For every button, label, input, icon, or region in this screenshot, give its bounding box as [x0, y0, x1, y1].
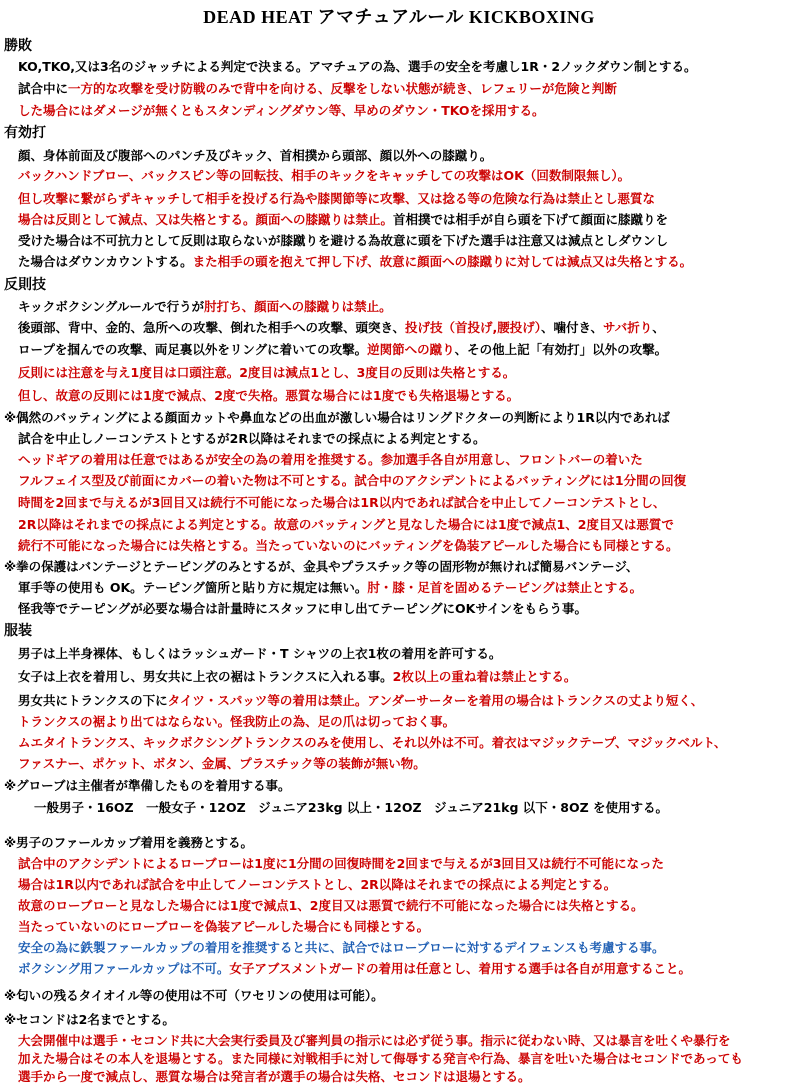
rule-line [18, 939, 665, 957]
rule-text: 試合中に [18, 81, 69, 96]
rule-text: 後頭部、背中、金的、急所への攻撃、倒れた相手への攻撃、頭突き、 [18, 320, 406, 335]
rule-line [18, 451, 643, 469]
rule-line [18, 1050, 743, 1068]
rule-text-emphasis: 肘打ち、顔面への膝蹴りは禁止。 [204, 299, 392, 314]
rule-line [18, 341, 667, 359]
rule-line [18, 1068, 531, 1086]
rule-line [18, 855, 664, 873]
rule-line [18, 232, 668, 250]
rule-text-emphasis: 一方的な攻撃を受け防戦のみで背中を向ける、反撃をしない状態が続き、レフェリーが危険と判断 [68, 81, 617, 96]
rule-line [18, 58, 696, 76]
rule-line [18, 645, 501, 663]
rule-text-emphasis: 選手から一度で減点し、悪質な場合は発言者が選手の場合は失格、セコンドは退場とする。 [18, 1069, 531, 1084]
rule-line [18, 430, 485, 448]
rule-line [4, 409, 670, 427]
rule-text-emphasis: トランクスの裾より出てはならない。怪我防止の為、足の爪は切っておく事。 [18, 714, 456, 729]
rule-line [18, 668, 576, 686]
rule-text-note: 安全の為に鉄製ファールカップの着用を推奨すると共に、試合ではローブローに対するデイフェンスも考慮する事。 [18, 940, 665, 955]
rule-line [18, 319, 665, 337]
rule-text-emphasis: 場合は反則として減点、又は失格とする。顔面への膝蹴りは禁止。 [18, 212, 394, 227]
rule-text-emphasis: 逆関節への蹴り [367, 342, 455, 357]
rule-text-emphasis: ヘッドギアの着用は任意ではあるが安全の為の着用を推奨する。参加選手各自が用意し、フロントバーの着いた [18, 452, 643, 467]
rule-line [18, 713, 455, 731]
rule-line [34, 799, 668, 817]
rule-text-emphasis: 女子アブスメントガードの着用は任意とし、着用する選手は各自が用意すること。 [229, 961, 691, 976]
rule-line [18, 876, 616, 894]
rule-line [4, 834, 253, 852]
rule-text: ※男子のファールカップ着用を義務とする。 [4, 835, 254, 850]
rule-text: 服装 [4, 623, 32, 639]
rule-line [4, 987, 384, 1005]
rule-text-emphasis: ムエタイトランクス、キックボクシングトランクスのみを使用し、それ以外は不可。着衣はマジックテープ、マジックベルト、 [18, 735, 727, 750]
rule-text-emphasis: フルフェイス型及び前面にカバーの着いた物は不可とする。試合中のアクシデントによるバッティングには1分間の回復 [18, 473, 687, 488]
rule-line [18, 147, 492, 165]
rule-text-emphasis: 肘・膝・足首を固めるテーピングは禁止とする。 [367, 580, 643, 595]
rule-line [18, 516, 674, 534]
rule-line [18, 600, 587, 618]
rule-text: 怪我等でテーピングが必要な場合は計量時にスタッフに申し出てテーピングにOKサインをもらう事。 [18, 601, 587, 616]
rule-line [4, 558, 638, 576]
rule-line [18, 537, 679, 555]
rule-text: ロープを掴んでの攻撃、両足裏以外をリングに着いての攻撃。 [18, 342, 368, 357]
rule-text: 反則技 [4, 277, 46, 293]
rule-text-emphasis: 故意のローブローと見なした場合には1度で減点1、2度目又は悪質で続行不可能になった場合には失格とする。 [18, 898, 644, 913]
section-heading [4, 124, 46, 142]
rule-line [18, 190, 655, 208]
rule-line [18, 364, 515, 382]
rule-line [18, 102, 545, 120]
rule-line [18, 298, 392, 316]
rule-text: 一般男子・16OZ 一般女子・12OZ ジュニア23kg 以上・12OZ ジュニア21kg 以下・8OZ を使用する。 [34, 800, 669, 815]
rule-text-emphasis: 投げ技（首投げ,腰投げ） [405, 320, 542, 335]
rule-text-emphasis: 続行不可能になった場合には失格とする。当たっていないのにバッティングを偽装アピールした場合にも同様とする。 [18, 538, 679, 553]
section-heading [4, 37, 32, 55]
section-heading [4, 276, 46, 294]
rule-text-emphasis: 2枚以上の重ね着は禁止とする。 [392, 669, 577, 684]
rule-text-emphasis: 試合中のアクシデントによるローブローは1度に1分間の回復時間を2回まで与えるが3回目又は続行不可能になった [18, 856, 665, 871]
rule-text: 勝敗 [4, 38, 32, 54]
rule-text-emphasis: 但し、故意の反則には1度で減点、2度で失格。悪質な場合には1度でも失格退場とする。 [18, 388, 520, 403]
rule-text-emphasis: また相手の頭を抱えて押し下げ、故意に顔面への膝蹴りに対しては減点又は失格とする。 [192, 254, 693, 269]
rule-text-emphasis: 加えた場合はその本人を退場とする。また同様に対戦相手に対して侮辱する発言や行為、暴言を吐いた場合はセコンドであっても [18, 1051, 743, 1066]
rule-line [4, 1011, 175, 1029]
rule-line [18, 755, 426, 773]
rule-text: ※セコンドは2名までとする。 [4, 1012, 175, 1027]
rule-text: 、 [652, 320, 665, 335]
rule-text-emphasis: ファスナー、ポケット、ボタン、金属、プラスチック等の装飾が無い物。 [18, 756, 426, 771]
rule-text-emphasis: 2R以降はそれまでの採点による判定とする。故意のバッティングと見なした場合には1度で減点1、2度目又は悪質で [18, 517, 674, 532]
rule-text: 試合を中止しノーコンテストとするが2R以降はそれまでの採点による判定とする。 [18, 431, 486, 446]
rule-text: ※拳の保護はバンテージとテーピングのみとするが、金具やプラスチック等の固形物が無ければ簡易バンテージ、 [4, 559, 639, 574]
rule-line [18, 897, 643, 915]
rule-text: ※偶然のバッティングによる顔面カットや鼻血などの出血が激しい場合はリングドクターの判断により1R以内であれば [4, 410, 670, 425]
document-title: DEAD HEAT アマチュアルール KICKBOXING [203, 7, 595, 27]
rule-text-emphasis: 当たっていないのにローブローを偽装アピールした場合にも同様とする。 [18, 919, 430, 934]
rule-line [18, 387, 519, 405]
rule-line [18, 734, 726, 752]
rule-text-emphasis: タイツ・スパッツ等の着用は禁止。アンダーサーターを着用の場合はトランクスの丈より短く、 [167, 693, 704, 708]
rule-text: 首相撲では相手が自ら頭を下げて顔面に膝蹴りを [393, 212, 669, 227]
rule-text: 受けた場合は不可抗力として反則は取らないが膝蹴りを避ける為故意に頭を下げた選手は注意又は減点としダウンし [18, 233, 669, 248]
rule-text: キックボクシングルールで行うが [18, 299, 205, 314]
rule-line [18, 1032, 731, 1050]
rule-text: 女子は上衣を着用し、男女共に上衣の裾はトランクスに入れる事。 [18, 669, 393, 684]
rule-text: 軍手等の使用も OK。テーピング箇所と貼り方に規定は無い。 [18, 580, 368, 595]
rule-text-emphasis: 反則には注意を与え1度目は口頭注意。2度目は減点1とし、3度目の反則は失格とする。 [18, 365, 516, 380]
rule-text-note: ボクシング用ファールカップは不可。 [18, 961, 230, 976]
rule-line [18, 692, 703, 710]
rule-line [18, 472, 686, 490]
rule-text: ※グローブは主催者が準備したものを着用する事。 [4, 778, 291, 793]
rule-line [18, 80, 617, 98]
rule-text-emphasis: 但し攻撃に繋がらずキャッチして相手を投げる行為や膝関節等に攻撃、又は捻る等の危険な行為は禁止とし悪質な [18, 191, 656, 206]
rule-text: た場合はダウンカウントする。 [18, 254, 193, 269]
rule-text: 有効打 [4, 125, 46, 141]
rule-text: 、噛付き、 [541, 320, 604, 335]
rule-text: KO,TKO,又は3名のジャッチによる判定で決まる。アマチュアの為、選手の安全を考慮し1R・2ノックダウン制とする。 [18, 59, 697, 74]
rule-text: 顔、身体前面及び腹部へのパンチ及びキック、首相撲から頭部、顔以外への膝蹴り。 [18, 148, 493, 163]
rule-text: 男女共にトランクスの下に [18, 693, 168, 708]
rule-line [18, 494, 665, 512]
rule-line [4, 777, 291, 795]
rule-text: ※匂いの残るタイオイル等の使用は不可（ワセリンの使用は可能）。 [4, 988, 384, 1003]
rule-line [18, 167, 630, 185]
rule-text: 、その他上記「有効打」以外の攻撃。 [454, 342, 668, 357]
rule-text-emphasis: した場合にはダメージが無くともスタンディングダウン等、早めのダウン・TKOを採用する。 [18, 103, 545, 118]
rule-text-emphasis: バックハンドブロー、バックスピン等の回転技、相手のキックをキャッチしての攻撃はOK（回数制限無し）。 [18, 168, 631, 183]
rule-line [18, 960, 691, 978]
rule-text-emphasis: 場合は1R以内であれば試合を中止してノーコンテストとし、2R以降はそれまでの採点による判定とする。 [18, 877, 617, 892]
rule-line [18, 211, 668, 229]
rule-text: 男子は上半身裸体、もしくはラッシュガード・T シャツの上衣1枚の着用を許可する。 [18, 646, 502, 661]
rule-line [18, 253, 692, 271]
rule-line [18, 579, 642, 597]
rule-text-emphasis: 時間を2回まで与えるが3回目又は続行不可能になった場合は1R以内であれば試合を中止してノーコンテストとし、 [18, 495, 666, 510]
section-heading [4, 622, 32, 640]
rule-line [18, 918, 429, 936]
rule-text-emphasis: サバ折り [603, 320, 653, 335]
rule-text-emphasis: 大会開催中は選手・セコンド共に大会実行委員及び審判員の指示には必ず従う事。指示に従わない時、又は暴言を吐くや暴行を [18, 1033, 731, 1048]
